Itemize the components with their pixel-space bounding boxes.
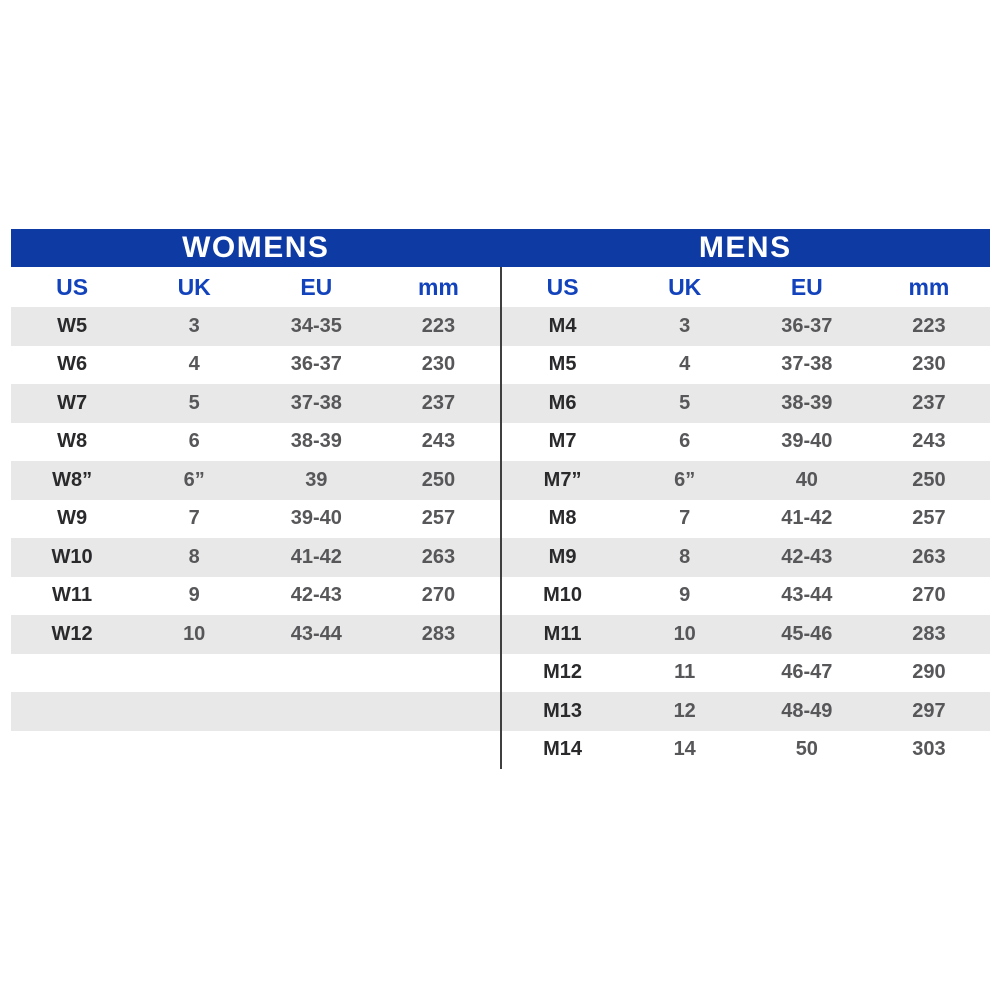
size-value-cell: 10	[673, 622, 696, 645]
womens-size-table	[11, 267, 500, 769]
size-label-cell: M10	[543, 584, 583, 607]
size-value-cell: 9	[679, 584, 691, 607]
size-value-cell: 6	[679, 430, 691, 453]
size-value-cell: 237	[912, 391, 946, 414]
table-row	[11, 461, 500, 500]
table-row	[11, 423, 500, 462]
size-value-cell: 37-38	[781, 353, 833, 376]
size-label-cell: W8	[57, 430, 88, 453]
table-row	[502, 461, 991, 500]
size-value-cell: 5	[188, 391, 200, 414]
size-value-cell: 257	[421, 507, 456, 530]
size-label-cell: W9	[57, 507, 88, 530]
size-value-cell: 50	[795, 738, 818, 761]
size-value-cell: 6	[188, 430, 200, 453]
column-header-us: US	[56, 273, 89, 300]
size-label-cell: W7	[57, 391, 88, 414]
size-value-cell: 297	[912, 699, 946, 722]
title-band	[11, 229, 990, 267]
table-row	[502, 577, 991, 616]
size-value-cell	[377, 731, 499, 770]
womens-header-row	[11, 267, 500, 307]
size-value-cell	[255, 731, 377, 770]
table-row	[502, 384, 991, 423]
size-label-cell: W8”	[52, 468, 93, 491]
size-value-cell	[133, 654, 255, 693]
size-value-cell: 41-42	[781, 507, 833, 530]
table-row	[11, 577, 500, 616]
table-row	[502, 423, 991, 462]
size-label-cell: M4	[548, 314, 577, 337]
size-label-cell: M12	[543, 661, 583, 684]
size-value-cell	[255, 692, 377, 731]
size-value-cell: 46-47	[781, 661, 833, 684]
size-value-cell: 230	[421, 353, 456, 376]
size-value-cell: 243	[421, 430, 456, 453]
size-value-cell: 42-43	[781, 545, 833, 568]
table-row	[502, 731, 991, 770]
size-value-cell: 12	[673, 699, 696, 722]
mens-header-row	[502, 267, 991, 307]
mens-size-table	[500, 267, 991, 769]
size-label-cell: M13	[543, 699, 583, 722]
size-value-cell: 223	[912, 314, 946, 337]
size-value-cell	[133, 731, 255, 770]
column-header-us: US	[546, 273, 579, 300]
table-row	[11, 307, 500, 346]
size-label-cell: M14	[543, 738, 583, 761]
size-value-cell: 4	[188, 353, 200, 376]
table-row	[502, 692, 991, 731]
size-label-cell: M9	[548, 545, 577, 568]
size-value-cell: 40	[795, 468, 818, 491]
table-row	[11, 500, 500, 539]
size-value-cell: 7	[188, 507, 200, 530]
size-value-cell: 6”	[183, 468, 205, 491]
mens-section-title: MENS	[698, 231, 792, 264]
column-header-mm: mm	[417, 273, 459, 300]
size-value-cell: 36-37	[781, 314, 833, 337]
size-label-cell	[11, 731, 133, 770]
size-value-cell: 283	[421, 622, 456, 645]
size-value-cell: 243	[912, 430, 946, 453]
table-row	[11, 615, 500, 654]
mens-table-body	[502, 307, 991, 769]
size-value-cell: 41-42	[290, 545, 342, 568]
size-value-cell: 3	[679, 314, 691, 337]
size-value-cell: 8	[188, 545, 200, 568]
size-value-cell	[133, 692, 255, 731]
size-value-cell: 38-39	[290, 430, 342, 453]
column-header-eu: EU	[790, 273, 823, 300]
tables-area	[11, 267, 990, 769]
column-header-uk: UK	[177, 273, 211, 300]
size-value-cell: 34-35	[290, 314, 342, 337]
size-value-cell: 43-44	[781, 584, 833, 607]
size-value-cell: 270	[912, 584, 946, 607]
size-value-cell: 230	[912, 353, 946, 376]
size-value-cell: 263	[421, 545, 456, 568]
table-row	[11, 538, 500, 577]
size-value-cell: 283	[912, 622, 946, 645]
size-value-cell: 45-46	[781, 622, 833, 645]
size-value-cell: 43-44	[290, 622, 342, 645]
size-value-cell: 39	[305, 468, 328, 491]
size-label-cell: W5	[57, 314, 88, 337]
size-value-cell: 37-38	[290, 391, 342, 414]
size-value-cell: 48-49	[781, 699, 833, 722]
column-header-mm: mm	[908, 273, 950, 300]
size-value-cell: 10	[183, 622, 206, 645]
size-label-cell: M6	[548, 391, 577, 414]
column-header-eu: EU	[300, 273, 333, 300]
size-value-cell	[377, 654, 499, 693]
table-row	[502, 615, 991, 654]
size-label-cell: M8	[548, 507, 577, 530]
size-value-cell	[255, 654, 377, 693]
size-value-cell: 9	[188, 584, 200, 607]
table-row	[502, 538, 991, 577]
table-row	[11, 654, 500, 693]
size-value-cell: 270	[421, 584, 456, 607]
size-label-cell: M5	[548, 353, 577, 376]
table-row	[502, 654, 991, 693]
size-value-cell: 38-39	[781, 391, 833, 414]
size-conversion-chart	[11, 229, 990, 769]
size-label-cell: W12	[51, 622, 93, 645]
size-value-cell: 250	[912, 468, 946, 491]
table-row	[11, 346, 500, 385]
size-value-cell	[377, 692, 499, 731]
size-label-cell	[11, 654, 133, 693]
size-label-cell: W6	[57, 353, 88, 376]
column-header-uk: UK	[668, 273, 702, 300]
size-label-cell: M7”	[543, 468, 582, 491]
table-row	[11, 384, 500, 423]
size-label-cell: M11	[543, 622, 582, 645]
table-row	[502, 346, 991, 385]
size-value-cell: 237	[421, 391, 456, 414]
table-row	[502, 307, 991, 346]
size-value-cell: 5	[679, 391, 691, 414]
size-value-cell: 14	[673, 738, 696, 761]
size-label-cell: W11	[52, 584, 93, 607]
size-value-cell: 8	[679, 545, 691, 568]
womens-section-title: WOMENS	[182, 231, 330, 264]
table-row	[11, 731, 500, 770]
size-value-cell: 39-40	[290, 507, 342, 530]
size-label-cell	[11, 692, 133, 731]
size-value-cell: 42-43	[290, 584, 342, 607]
size-value-cell: 250	[421, 468, 456, 491]
size-value-cell: 257	[912, 507, 946, 530]
size-value-cell: 7	[679, 507, 691, 530]
size-value-cell: 303	[912, 738, 946, 761]
size-value-cell: 39-40	[781, 430, 833, 453]
table-row	[502, 500, 991, 539]
size-label-cell: M7	[548, 430, 577, 453]
size-value-cell: 3	[188, 314, 200, 337]
size-value-cell: 263	[912, 545, 946, 568]
size-value-cell: 11	[674, 661, 696, 684]
size-label-cell: W10	[51, 545, 93, 568]
table-row	[11, 692, 500, 731]
womens-table-body	[11, 307, 500, 769]
size-value-cell: 36-37	[290, 353, 342, 376]
size-value-cell: 4	[679, 353, 691, 376]
size-value-cell: 6”	[674, 468, 696, 491]
size-value-cell: 290	[912, 661, 946, 684]
size-value-cell: 223	[421, 314, 456, 337]
